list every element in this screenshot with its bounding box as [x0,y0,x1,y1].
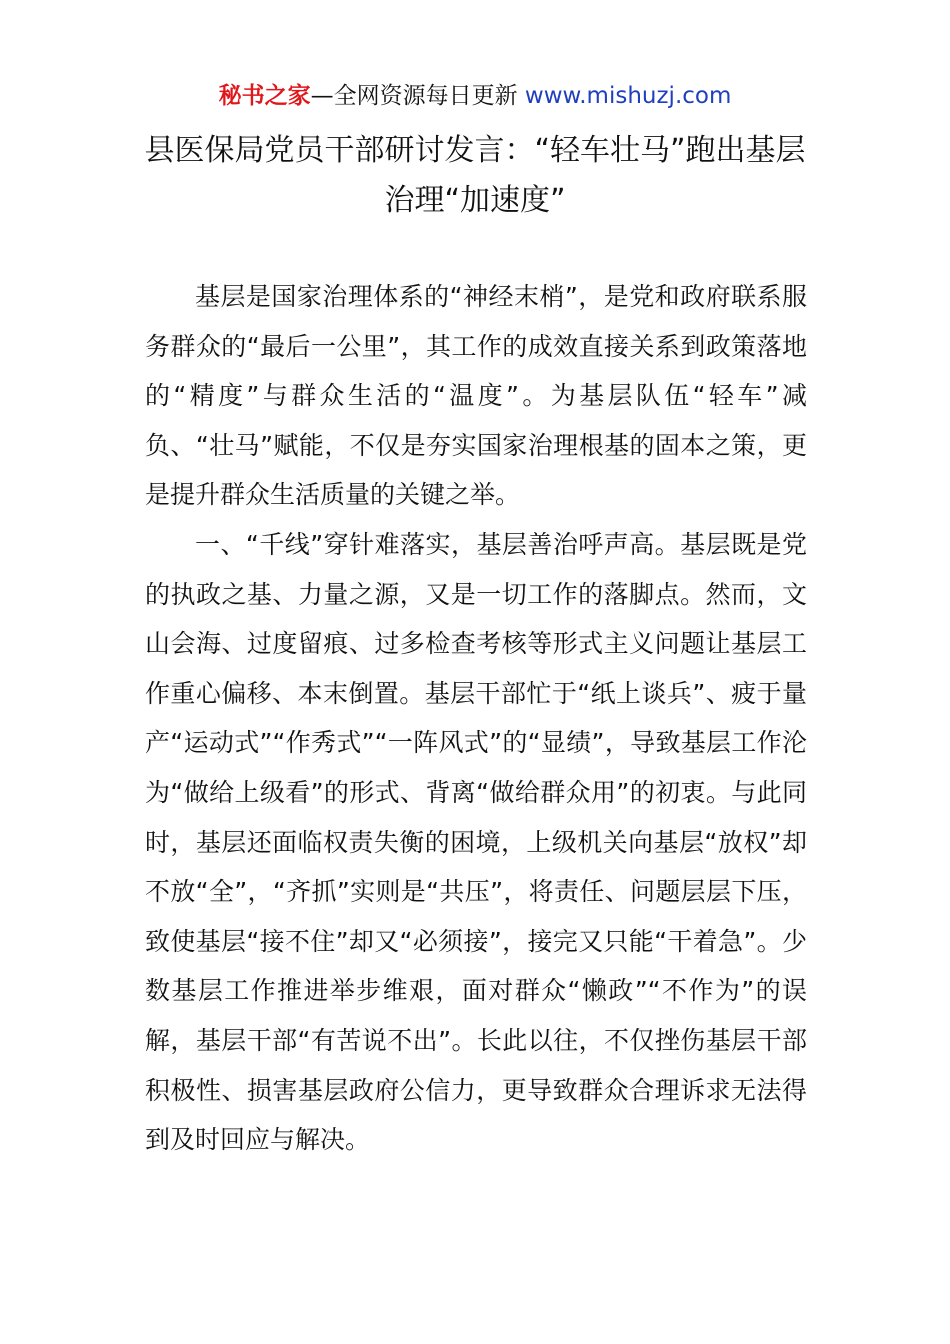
document-body [145,272,807,1165]
site-url-link[interactable]: www.mishuzj.com [524,83,732,109]
paragraph-intro: 基层是国家治理体系的“神经末梢”，是党和政府联系服务群众的“最后一公里”，其工作的成效直接关系到政策落地的“精度”与群众生活的“温度”。为基层队伍“轻车”减负、“壮马”赋能，不仅是夯实国家治理根基的固本之策，更是提升群众生活质量的关键之举。 [145,282,807,510]
document-title: 县医保局党员干部研讨发言：“轻车壮马”跑出基层治理“加速度” [144,133,806,218]
site-tagline: —全网资源每日更新 [310,83,518,109]
site-brand: 秘书之家 [218,83,311,109]
paragraph-section-one: 一、“千线”穿针难落实，基层善治呼声高。基层既是党的执政之基、力量之源，又是一切工作的落脚点。然而，文山会海、过度留痕、过多检查考核等形式主义问题让基层工作重心偏移、本末倒置。基层干部忙于“纸上谈兵”、疲于量产“运动式”“作秀式”“一阵风式”的“显绩”，导致基层工作沦为“做给上级看”的形式、背离“做给群众用”的初衷。与此同时，基层还面临权责失衡的困境，上级机关向基层“放权”却不放“全”，“齐抓”实则是“共压”，将责任、问题层层下压，致使基层“接不住”却又“必须接”，接完又只能“干着急”。少数基层工作推进举步维艰，面对群众“懒政”“不作为”的误解，基层干部“有苦说不出”。长此以往，不仅挫伤基层干部积极性、损害基层政府公信力，更导致群众合理诉求无法得到及时回应与解决。 [145,529,807,1155]
site-header [0,80,950,112]
